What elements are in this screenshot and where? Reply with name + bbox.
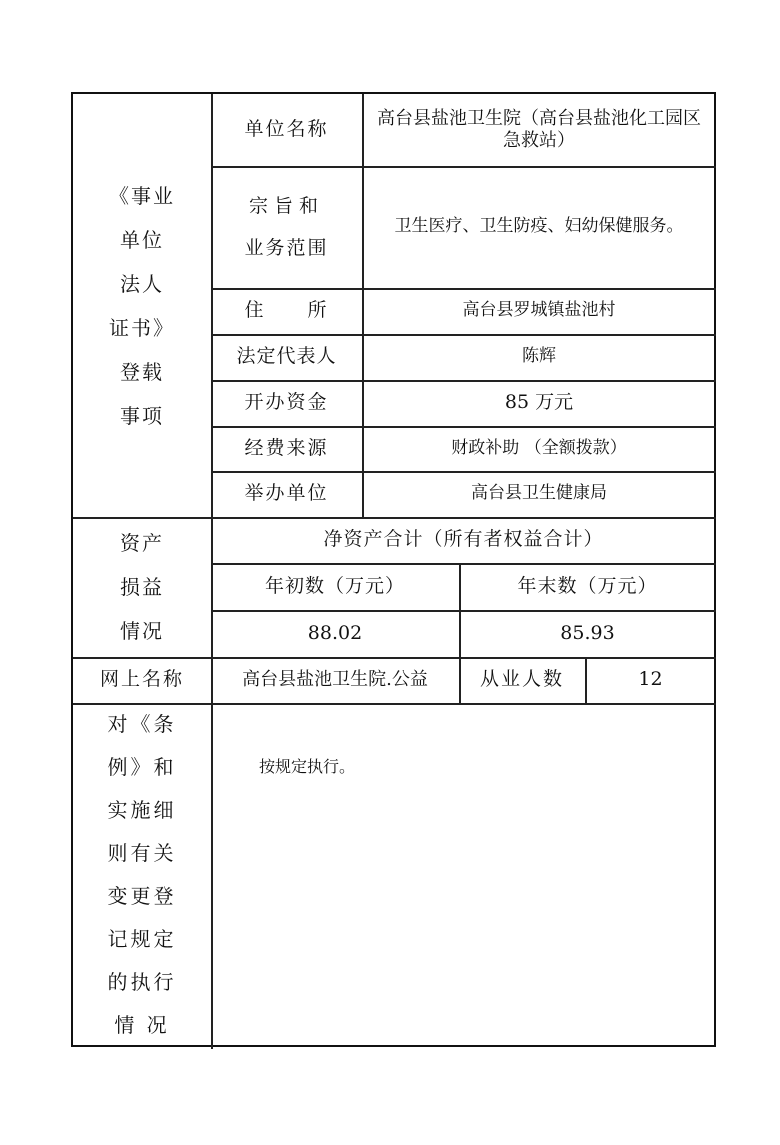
purpose-scope-value: 卫生医疗、卫生防疫、妇幼保健服务。 (394, 216, 684, 237)
label-line: 则有关 (107, 841, 177, 865)
label-line: 例》和 (107, 755, 177, 779)
label-line: 事项 (120, 403, 164, 428)
funding-source-value: 财政补助 （全额拨款） (451, 437, 627, 458)
label-line: 业务范围 (244, 237, 329, 259)
online-name-value: 高台县盐池卫生院.公益 (242, 668, 428, 690)
legal-representative-label: 法定代表人 (236, 345, 337, 368)
address-label: 住 所 (244, 299, 329, 322)
net-assets-header: 净资产合计（所有者权益合计） (323, 528, 604, 551)
unit-name-value: 高台县盐池卫生院（高台县盐池化工园区急救站） (377, 107, 701, 151)
compliance-section-label (73, 703, 211, 1047)
label-line: 情 况 (114, 1013, 170, 1037)
compliance-value: 按规定执行。 (259, 757, 356, 776)
ending-balance-value: 85.93 (560, 621, 615, 644)
funding-source-label: 经费来源 (244, 436, 329, 459)
registration-section-label (73, 94, 211, 517)
label-line: 损益 (120, 575, 164, 599)
label-line: 记规定 (107, 927, 177, 951)
label-line: 资产 (120, 531, 164, 555)
address-value: 高台县罗城镇盐池村 (462, 300, 616, 321)
beginning-balance-header: 年初数（万元） (264, 574, 405, 597)
label-line: 登载 (120, 359, 164, 384)
label-line: 变更登 (107, 884, 177, 908)
label-line: 实施细 (107, 798, 177, 822)
start-capital-label: 开办资金 (244, 391, 329, 414)
label-line: 证书》 (109, 315, 175, 340)
label-line: 单位 (120, 227, 164, 252)
legal-representative-value: 陈辉 (522, 346, 556, 367)
staff-count-value: 12 (638, 668, 663, 691)
beginning-balance-value: 88.02 (307, 621, 363, 644)
online-name-label: 网上名称 (99, 668, 184, 691)
sponsor-unit-value: 高台县卫生健康局 (471, 483, 607, 504)
start-capital-value: 85 万元 (504, 391, 574, 414)
registration-form-table (71, 92, 716, 1047)
unit-name-label: 单位名称 (244, 118, 329, 141)
assets-section-label (73, 517, 211, 657)
purpose-scope-label (211, 166, 362, 288)
sponsor-unit-label: 举办单位 (244, 482, 329, 505)
label-line: 情况 (120, 619, 164, 643)
label-line: 法人 (120, 271, 164, 296)
label-line: 宗旨和 (248, 195, 324, 217)
ending-balance-header: 年末数（万元） (517, 574, 658, 597)
staff-count-label: 从业人数 (479, 668, 564, 691)
label-line: 的执行 (107, 970, 177, 994)
label-line: 《事业 (109, 183, 175, 208)
label-line: 对《条 (107, 712, 177, 736)
